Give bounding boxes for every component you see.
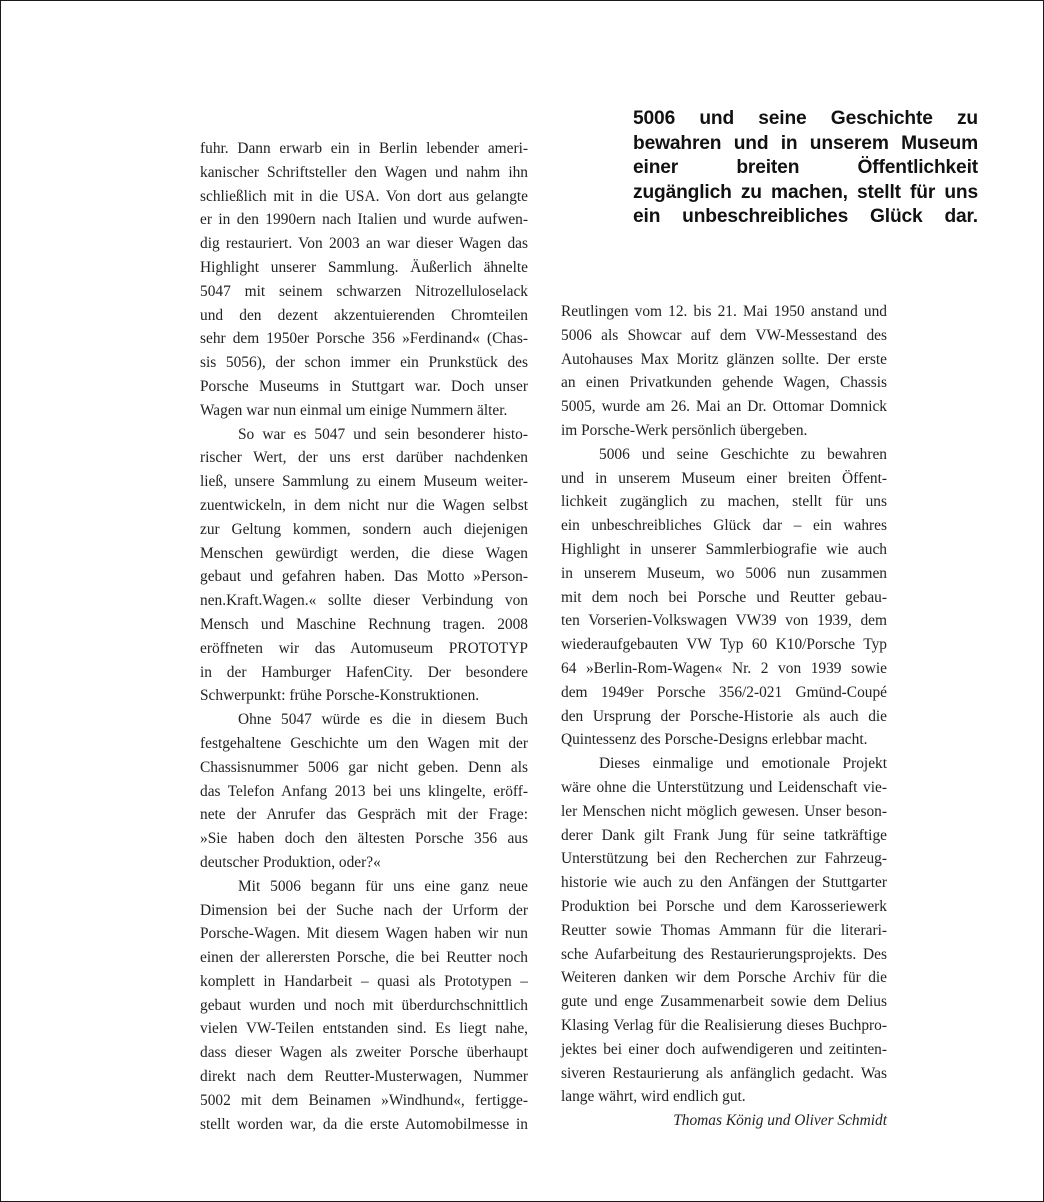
text-line: dem 1949er Porsche 356/2-021 Gmünd-Coupé [561, 683, 887, 701]
text-line: lange währt, wird endlich gut. [561, 1088, 746, 1106]
text-line: wäre ohne die Unterstützung und Leidenschaft vie- [561, 778, 887, 796]
text-line: historie wie auch zu den Anfängen der Stuttgarter [561, 874, 887, 892]
text-line: direkt nach dem Reutter-Musterwagen, Nummer [200, 1068, 528, 1086]
pull-quote-line: einer breiten Öffentlichkeit [633, 157, 978, 179]
text-line: So war es 5047 und sein besonderer histo- [238, 425, 528, 443]
text-line: gebaut und gefahren haben. Das Motto »Person- [200, 568, 528, 586]
text-line: und in unserem Museum einer breiten Öffent- [561, 469, 887, 487]
text-line: eröffneten wir das Automuseum PROTOTYP [200, 639, 528, 657]
author-signature: Thomas König und Oliver Schmidt [673, 1112, 887, 1130]
text-line: einen der allerersten Porsche, die bei Reutter noch [200, 949, 528, 967]
text-line: Menschen gewürdigt werden, die diese Wagen [200, 544, 528, 562]
pull-quote-line: zugänglich zu machen, stellt für uns [633, 181, 978, 203]
text-line: Reutter sowie Thomas Ammann für die literari- [561, 921, 887, 939]
text-line: ler Menschen nicht möglich gewesen. Unser beson- [561, 802, 887, 820]
text-line: 5006 als Showcar auf dem VW-Messestand des [561, 326, 887, 344]
text-line: Reutlingen vom 12. bis 21. Mai 1950 anstand und [561, 303, 887, 320]
text-line: Unterstützung bei den Recherchen zur Fahrzeug- [561, 850, 887, 868]
text-line: »Sie haben doch den ältesten Porsche 356 aus [200, 830, 528, 848]
text-line: festgehaltene Geschichte um den Wagen mit der [200, 734, 528, 752]
text-line: an einen Privatkunden gehende Wagen, Chassis [561, 374, 887, 392]
text-line: im Porsche-Werk persönlich übergeben. [561, 421, 808, 439]
text-line: Produktion bei Porsche und dem Karosseriewerk [561, 897, 887, 915]
text-line: gute und enge Zusammenarbeit sowie dem Delius [561, 993, 887, 1011]
text-line: sche Aufarbeitung des Restaurierungsprojekts. Des [561, 945, 887, 963]
text-line: dass dieser Wagen als zweiter Porsche überhaupt [200, 1044, 528, 1062]
text-line: 64 »Berlin-Rom-Wagen« Nr. 2 von 1939 sowie [561, 659, 887, 677]
text-line: stellt worden war, da die erste Automobilmesse in [200, 1115, 528, 1133]
text-line: nete der Anrufer das Gespräch mit der Frage: [200, 806, 528, 824]
text-line: schließlich mit in die USA. Von dort aus gelangte [200, 187, 528, 205]
text-line: ließ, unsere Sammlung zu einem Museum weiter- [200, 473, 528, 491]
text-line: Mensch und Maschine Rechnung tragen. 2008 [200, 615, 528, 633]
text-line: fuhr. Dann erwarb ein in Berlin lebender ameri- [200, 140, 528, 157]
text-line: Porsche-Wagen. Mit diesem Wagen haben wir nun [200, 925, 528, 943]
text-line: Highlight unserer Sammlung. Äußerlich ähnelte [200, 258, 528, 276]
text-line: sehr dem 1950er Porsche 356 »Ferdinand« (Chas- [200, 330, 528, 348]
text-line: Chassisnummer 5006 gar nicht geben. Denn als [200, 758, 528, 776]
text-line: lichkeit zugänglich zu machen, stellt für uns [561, 493, 887, 511]
text-line: mit dem noch bei Porsche und Reutter gebau- [561, 588, 887, 606]
text-line: Highlight in unserer Sammlerbiografie wie auch [561, 540, 887, 558]
text-line: ein unbeschreibliches Glück dar – ein wahres [561, 517, 887, 535]
pull-quote-line: ein unbeschreibliches Glück dar. [633, 206, 978, 228]
text-line: komplett in Handarbeit – quasi als Prototypen – [200, 972, 528, 990]
text-line: in unserem Museum, wo 5006 nun zusammen [561, 564, 887, 582]
pull-quote-line: bewahren und in unserem Museum [633, 132, 978, 154]
text-line: Quintessenz des Porsche-Designs erlebbar macht. [561, 731, 868, 749]
text-line: er in den 1990ern nach Italien und wurde aufwen- [200, 211, 528, 229]
text-line: und den dezent akzentuierenden Chromteilen [200, 306, 528, 324]
text-line: jektes bei einer doch aufwendigeren und zeitinten- [561, 1040, 887, 1058]
text-line: zur Geltung kommen, sondern auch diejenigen [200, 520, 528, 538]
text-line: Autohauses Max Moritz glänzen sollte. Der erste [561, 350, 887, 368]
text-line: Klasing Verlag für die Realisierung dieses Buchpro- [561, 1016, 887, 1034]
text-line: derer Dank gilt Frank Jung für seine tatkräftige [561, 826, 887, 844]
pull-quote-line: 5006 und seine Geschichte zu [633, 108, 978, 129]
text-line: Porsche Museums in Stuttgart war. Doch unser [200, 377, 528, 395]
text-line: ten Vorserien-Volkswagen VW39 von 1939, dem [561, 612, 887, 630]
text-line: Schwerpunkt: frühe Porsche-Konstruktionen. [200, 687, 480, 705]
text-line: Wagen war nun einmal um einige Nummern älter. [200, 401, 508, 419]
text-line: siveren Restaurierung als anfänglich gedacht. Was [561, 1064, 887, 1082]
text-line: den Ursprung der Porsche-Historie als auch die [561, 707, 887, 725]
text-line: vielen VW-Teilen entstanden sind. Es liegt nahe, [200, 1020, 528, 1038]
text-line: gebaut wurden und noch mit überdurchschnittlich [200, 996, 528, 1014]
text-line: Dieses einmalige und emotionale Projekt [599, 755, 887, 773]
left-text-column [200, 137, 528, 1136]
text-line: Ohne 5047 würde es die in diesem Buch [238, 711, 528, 729]
text-line: das Telefon Anfang 2013 bei uns klingelte, eröff- [200, 782, 528, 800]
text-line: dig restauriert. Von 2003 an war dieser Wagen das [200, 235, 528, 253]
text-line: rischer Wert, der uns erst darüber nachdenken [200, 449, 528, 467]
text-line: wiederaufgebauten VW Typ 60 K10/Porsche Typ [561, 636, 887, 654]
pull-quote [633, 107, 978, 230]
text-line: sis 5056), der schon immer ein Prunkstück des [200, 354, 528, 372]
text-line: Dimension bei der Suche nach der Urform der [200, 901, 528, 919]
right-text-column [561, 300, 887, 1133]
text-line: deutscher Produktion, oder?« [200, 853, 381, 871]
text-line: Mit 5006 begann für uns eine ganz neue [238, 877, 528, 895]
text-line: 5047 mit seinem schwarzen Nitrozelluloselack [200, 282, 528, 300]
text-line: 5005, wurde am 26. Mai an Dr. Ottomar Domnick [561, 398, 887, 416]
text-line: nen.Kraft.Wagen.« sollte dieser Verbindung von [200, 592, 528, 610]
text-line: 5006 und seine Geschichte zu bewahren [599, 445, 887, 463]
text-line: kanischer Schriftsteller den Wagen und nahm ihn [200, 163, 528, 181]
text-line: in der Hamburger HafenCity. Der besondere [200, 663, 528, 681]
text-line: zuentwickeln, in dem nicht nur die Wagen selbst [200, 496, 528, 514]
text-line: 5002 mit dem Beinamen »Windhund«, fertigge- [200, 1091, 528, 1109]
text-line: Weiteren danken wir dem Porsche Archiv für die [561, 969, 887, 987]
